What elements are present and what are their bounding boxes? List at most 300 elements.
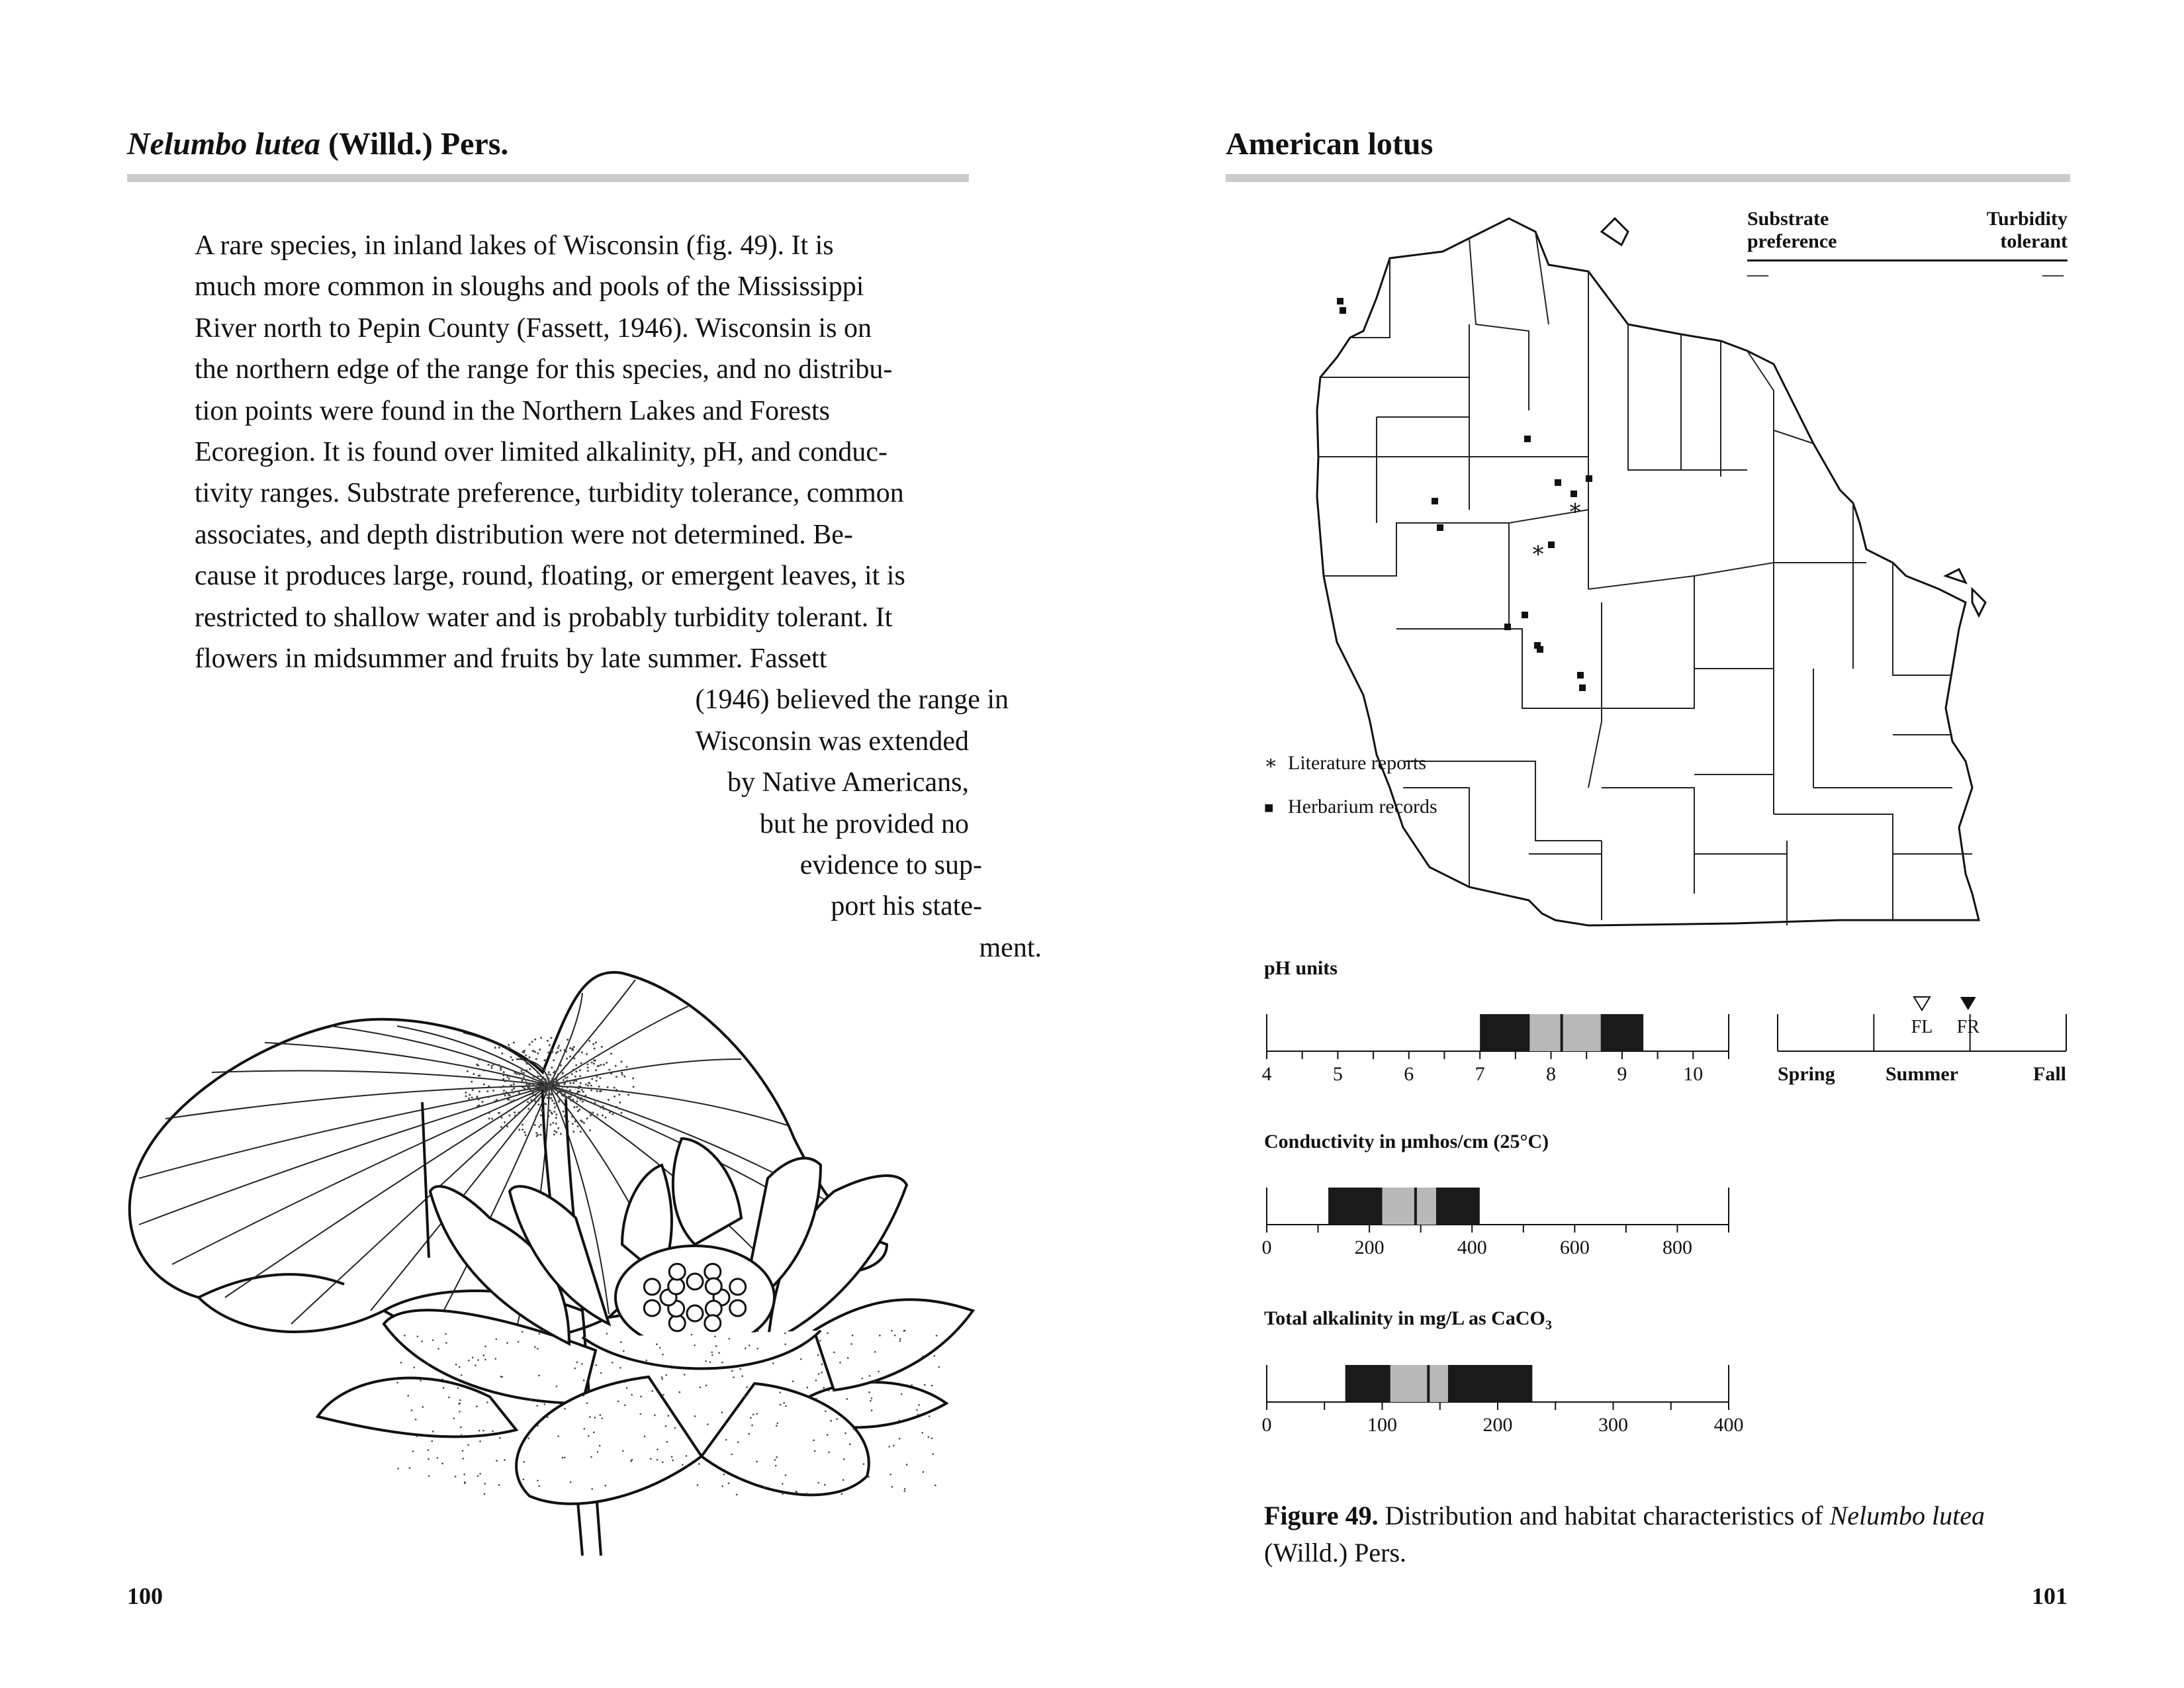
stipple-dot [428,1458,430,1460]
stipple-dot [516,1073,518,1075]
stipple-dot [938,1366,940,1368]
leaf-vein [549,1006,688,1086]
stipple-dot [486,1090,488,1092]
county-boundary [1747,351,1813,444]
stipple-dot [600,1090,602,1092]
stipple-dot [817,1354,819,1356]
stipple-dot [559,1064,561,1066]
stipple-dot [561,1086,563,1088]
stipple-dot [513,1081,515,1083]
stipple-dot [544,1129,546,1131]
stipple-dot [555,1113,557,1115]
herbarium-record-marker [1537,646,1543,653]
stipple-dot [445,1333,447,1335]
stipple-dot [614,1096,615,1098]
stipple-dot [571,1049,573,1051]
stipple-dot [529,1068,531,1070]
stipple-dot [556,1076,558,1078]
stipple-dot [607,1086,609,1088]
caption-line2: (Willd.) Pers. [1264,1538,1407,1568]
right-page-number: 101 [2032,1583,2068,1609]
seed-pod [687,1305,703,1321]
stipple-dot [527,1438,529,1440]
stipple-dot [518,1073,520,1075]
herbarium-record-marker [1337,298,1343,305]
stipple-dot [901,1393,903,1395]
stipple-dot [542,1330,544,1332]
stipple-dot [586,1117,588,1119]
tick-label: 8 [1546,1063,1557,1085]
stipple-dot [601,1046,603,1048]
seed-pod [644,1300,660,1316]
stipple-dot [522,1129,523,1131]
stipple-dot [547,1040,549,1042]
stipple-dot [621,1072,623,1074]
square-marker-icon: ■ [1264,800,1274,817]
stipple-dot [437,1348,439,1350]
stipple-dot [871,1397,873,1399]
stipple-dot [668,1415,670,1417]
stipple-dot [756,1413,758,1415]
herbarium-record-marker [1524,436,1531,442]
stipple-dot [715,1345,717,1347]
stipple-dot [557,1435,559,1437]
stipple-dot [475,1364,477,1366]
county-boundary [1602,788,1694,894]
stipple-dot [931,1438,933,1440]
stipple-dot [579,1069,581,1071]
stipple-dot [728,1482,730,1484]
stipple-dot [911,1384,913,1386]
stipple-dot [530,1099,532,1101]
stipple-dot [565,1065,567,1067]
stipple-dot [654,1415,656,1417]
stipple-dot [827,1333,829,1335]
left-page-title [127,126,508,162]
stipple-dot [904,1330,906,1332]
stipple-dot [853,1429,855,1430]
stipple-dot [574,1076,576,1078]
stipple-dot [623,1381,625,1383]
stipple-dot [567,1121,569,1123]
stipple-dot [546,1094,548,1096]
stipple-dot [510,1075,512,1077]
stipple-dot [500,1376,502,1378]
stipple-dot [671,1456,673,1458]
stipple-dot [906,1464,908,1466]
wrap-line: by Native Americans, [727,767,969,798]
stipple-dot [631,1459,633,1461]
stipple-dot [620,1341,622,1343]
stipple-dot [597,1451,599,1453]
stipple-dot [869,1375,871,1377]
stipple-dot [894,1335,896,1336]
stipple-dot [448,1397,450,1399]
stipple-dot [407,1395,409,1397]
stipple-dot [469,1076,471,1078]
stipple-dot [536,1405,538,1407]
tick-label: 100 [1367,1414,1397,1436]
stipple-dot [618,1094,620,1096]
stipple-dot [525,1079,527,1081]
literature-report-marker: ∗ [1530,538,1546,563]
stipple-dot [547,1052,549,1054]
stipple-dot [814,1450,816,1452]
stipple-dot [535,1115,537,1117]
stipple-dot [508,1078,510,1080]
stipple-dot [431,1440,433,1442]
stipple-dot [547,1079,549,1081]
stipple-dot [468,1098,470,1100]
stipple-dot [562,1072,564,1074]
stipple-dot [861,1378,863,1380]
stipple-dot [538,1103,540,1105]
alkalinity-chart [1251,1337,1754,1436]
stipple-dot [461,1374,463,1376]
stipple-dot [785,1474,787,1476]
stipple-dot [846,1398,848,1400]
stipple-dot [415,1419,417,1421]
stipple-dot [488,1112,490,1114]
alkalinity-chart-title [1264,1307,1552,1333]
stipple-dot [545,1082,547,1084]
stipple-dot [508,1044,510,1046]
stipple-dot [617,1401,619,1403]
stipple-dot [582,1101,584,1103]
stipple-dot [476,1405,478,1407]
stipple-dot [624,1404,626,1406]
stipple-dot [621,1074,623,1076]
stipple-dot [484,1359,486,1361]
stipple-dot [618,1107,620,1109]
stipple-dot [506,1076,508,1078]
stipple-dot [537,1479,539,1481]
stipple-dot [888,1446,890,1448]
stipple-dot [551,1113,553,1115]
stipple-dot [828,1389,830,1391]
stipple-dot [561,1094,563,1096]
stipple-dot [657,1391,659,1393]
stipple-dot [556,1093,558,1095]
stipple-dot [573,1080,575,1082]
stipple-dot [543,1095,545,1097]
stipple-dot [538,1375,540,1377]
seed-pod [705,1278,721,1294]
stipple-dot [573,1106,575,1108]
stipple-dot [539,1090,541,1092]
stipple-dot [491,1117,493,1119]
stipple-dot [529,1043,531,1045]
stipple-dot [596,1080,598,1082]
legend-literature [1264,741,1437,785]
leaf-vein [139,1086,549,1225]
stipple-dot [746,1386,748,1388]
stipple-dot [827,1434,829,1436]
stipple-dot [871,1409,873,1411]
stipple-dot [455,1476,457,1477]
stipple-dot [711,1351,713,1353]
stipple-dot [594,1102,596,1104]
seed-pod [705,1264,721,1280]
stipple-dot [824,1484,826,1486]
stipple-dot [465,1095,467,1097]
seed-pod [669,1315,685,1331]
stipple-dot [662,1394,664,1396]
alkalinity-title-subscript: 3 [1545,1318,1552,1333]
stipple-dot [492,1090,494,1092]
wrap-line: ment. [979,932,1042,963]
stipple-dot [540,1115,542,1117]
stipple-dot [589,1129,591,1131]
stipple-dot [562,1457,564,1459]
seed-pod [669,1264,685,1280]
stipple-dot [520,1070,522,1072]
tick-label: 800 [1662,1237,1692,1258]
stipple-dot [595,1116,597,1118]
stipple-dot [918,1404,920,1406]
county-boundary [1893,563,1952,675]
stipple-dot [852,1335,854,1336]
county-boundary [1324,523,1509,629]
stipple-dot [495,1358,497,1360]
stipple-dot [543,1083,545,1085]
stipple-dot [620,1060,622,1062]
stipple-dot [605,1117,607,1119]
stipple-dot [502,1085,504,1087]
stipple-dot [557,1073,559,1075]
stipple-dot [777,1423,779,1425]
stipple-dot [445,1342,447,1344]
stipple-dot [498,1484,500,1486]
stipple-dot [619,1102,621,1103]
wrap-line: port his state- [831,891,982,922]
stipple-dot [521,1072,523,1074]
stipple-dot [572,1069,574,1071]
stipple-dot [550,1037,552,1039]
stipple-dot [573,1046,575,1048]
stipple-dot [899,1340,901,1342]
stipple-dot [531,1080,533,1082]
stipple-dot [544,1068,546,1070]
stipple-dot [565,1098,567,1100]
stipple-dot [572,1131,574,1133]
stipple-dot [823,1387,825,1389]
stipple-dot [534,1088,536,1090]
stipple-dot [555,1071,557,1073]
stipple-dot [396,1382,398,1383]
stipple-dot [428,1476,430,1477]
stipple-dot [549,1074,551,1076]
stipple-dot [567,1339,569,1341]
stipple-dot [561,1082,563,1084]
stipple-dot [577,1125,579,1127]
stipple-dot [566,1080,568,1082]
scientific-name: Nelumbo lutea [127,126,321,162]
stipple-dot [543,1092,545,1094]
stipple-dot [553,1111,555,1113]
stipple-dot [549,1080,551,1082]
left-page-number: 100 [127,1583,163,1609]
stipple-dot [849,1443,851,1445]
stipple-dot [599,1445,601,1447]
stipple-dot [544,1403,546,1405]
stipple-dot [608,1099,610,1101]
stipple-dot [631,1394,633,1396]
stipple-dot [578,1109,580,1111]
stipple-dot [514,1111,516,1113]
stipple-dot [568,1096,570,1098]
stipple-dot [764,1486,766,1488]
stipple-dot [606,1333,608,1335]
stipple-dot [600,1372,602,1374]
stipple-dot [623,1350,625,1352]
stipple-dot [584,1099,586,1101]
stipple-dot [564,1086,566,1088]
stipple-dot [531,1041,533,1043]
stipple-dot [893,1444,895,1446]
stipple-dot [564,1457,566,1459]
stipple-dot [556,1385,558,1387]
body-line: restricted to shallow water and is probably turbidity tolerant. It [195,602,893,633]
stipple-dot [580,1062,582,1064]
stipple-dot [432,1430,434,1432]
stipple-dot [923,1471,925,1473]
stipple-dot [584,1428,586,1430]
stipple-dot [694,1344,696,1346]
stipple-dot [924,1384,926,1386]
county-boundary [1469,238,1529,410]
stipple-dot [574,1094,576,1096]
stipple-dot [500,1086,502,1088]
stipple-dot [599,1077,601,1079]
stipple-dot [569,1089,571,1091]
stipple-dot [780,1391,782,1393]
stipple-dot [508,1115,510,1117]
tick-label: 300 [1598,1414,1628,1436]
stipple-dot [590,1115,592,1117]
stipple-dot [573,1058,575,1060]
stipple-dot [548,1071,550,1073]
stipple-dot [792,1380,794,1382]
body-line: flowers in midsummer and fruits by late summer. Fassett [195,643,827,674]
stipple-dot [564,1093,566,1095]
stipple-dot [513,1100,515,1102]
stipple-dot [590,1111,592,1113]
stipple-dot [744,1395,746,1397]
stipple-dot [723,1474,725,1476]
stipple-dot [557,1084,559,1086]
stipple-dot [733,1376,735,1378]
stipple-dot [721,1485,723,1487]
stipple-dot [518,1111,520,1113]
stipple-dot [468,1360,470,1362]
stipple-dot [506,1342,508,1344]
stipple-dot [522,1123,523,1125]
stipple-dot [496,1099,498,1101]
stipple-dot [916,1409,918,1411]
stipple-dot [577,1090,579,1092]
stipple-dot [772,1362,774,1364]
stipple-dot [825,1411,827,1413]
tick-label: 400 [1457,1237,1487,1258]
stipple-dot [725,1439,727,1441]
stipple-dot [625,1066,627,1068]
stipple-dot [850,1343,852,1345]
stipple-dot [620,1112,622,1114]
stipple-dot [552,1078,554,1080]
stipple-dot [605,1485,607,1487]
stipple-dot [467,1070,469,1072]
stipple-dot [745,1348,747,1350]
stipple-dot [756,1348,758,1350]
interquartile-bar [1383,1188,1436,1225]
stipple-dot [411,1409,413,1411]
stipple-dot [512,1092,514,1094]
stipple-dot [899,1338,901,1340]
stipple-dot [555,1131,557,1133]
stipple-dot [484,1493,486,1495]
stipple-dot [621,1090,623,1092]
stipple-dot [550,1049,552,1051]
stipple-dot [600,1106,602,1108]
stipple-dot [535,1132,537,1134]
stipple-dot [588,1082,590,1084]
stipple-dot [525,1082,527,1084]
stipple-dot [565,1096,567,1098]
stipple-dot [523,1072,525,1074]
leaf-vein [549,1086,788,1125]
stipple-dot [506,1125,508,1127]
stipple-dot [729,1338,731,1340]
stipple-dot [800,1358,802,1360]
stipple-dot [528,1103,530,1105]
stipple-dot [534,1076,536,1078]
stipple-dot [879,1335,881,1336]
stipple-dot [576,1362,578,1364]
stipple-dot [513,1084,515,1086]
stipple-dot [665,1425,667,1427]
stipple-dot [588,1040,590,1042]
stipple-dot [491,1067,493,1069]
turbidity-label-line1: Turbidity [1986,208,2068,230]
stipple-dot [571,1073,573,1075]
stipple-dot [522,1086,524,1088]
stipple-dot [579,1099,581,1101]
stipple-dot [502,1092,504,1094]
herbarium-record-marker [1437,524,1443,531]
stipple-dot [623,1076,625,1078]
stipple-dot [569,1047,571,1049]
stipple-dot [469,1094,471,1096]
stipple-dot [455,1364,457,1366]
stipple-dot [785,1405,787,1407]
stipple-dot [559,1099,561,1101]
stipple-dot [550,1084,552,1086]
stipple-dot [505,1091,507,1093]
seed-pod [705,1315,721,1331]
stipple-dot [868,1391,870,1393]
stipple-dot [615,1076,617,1078]
stipple-dot [546,1088,548,1090]
stipple-dot [686,1455,688,1457]
stipple-dot [484,1483,486,1485]
stipple-dot [536,1135,538,1137]
stipple-dot [570,1100,572,1102]
stipple-dot [783,1402,785,1404]
stipple-dot [644,1436,646,1438]
stipple-dot [596,1076,598,1078]
stipple-dot [459,1366,461,1368]
